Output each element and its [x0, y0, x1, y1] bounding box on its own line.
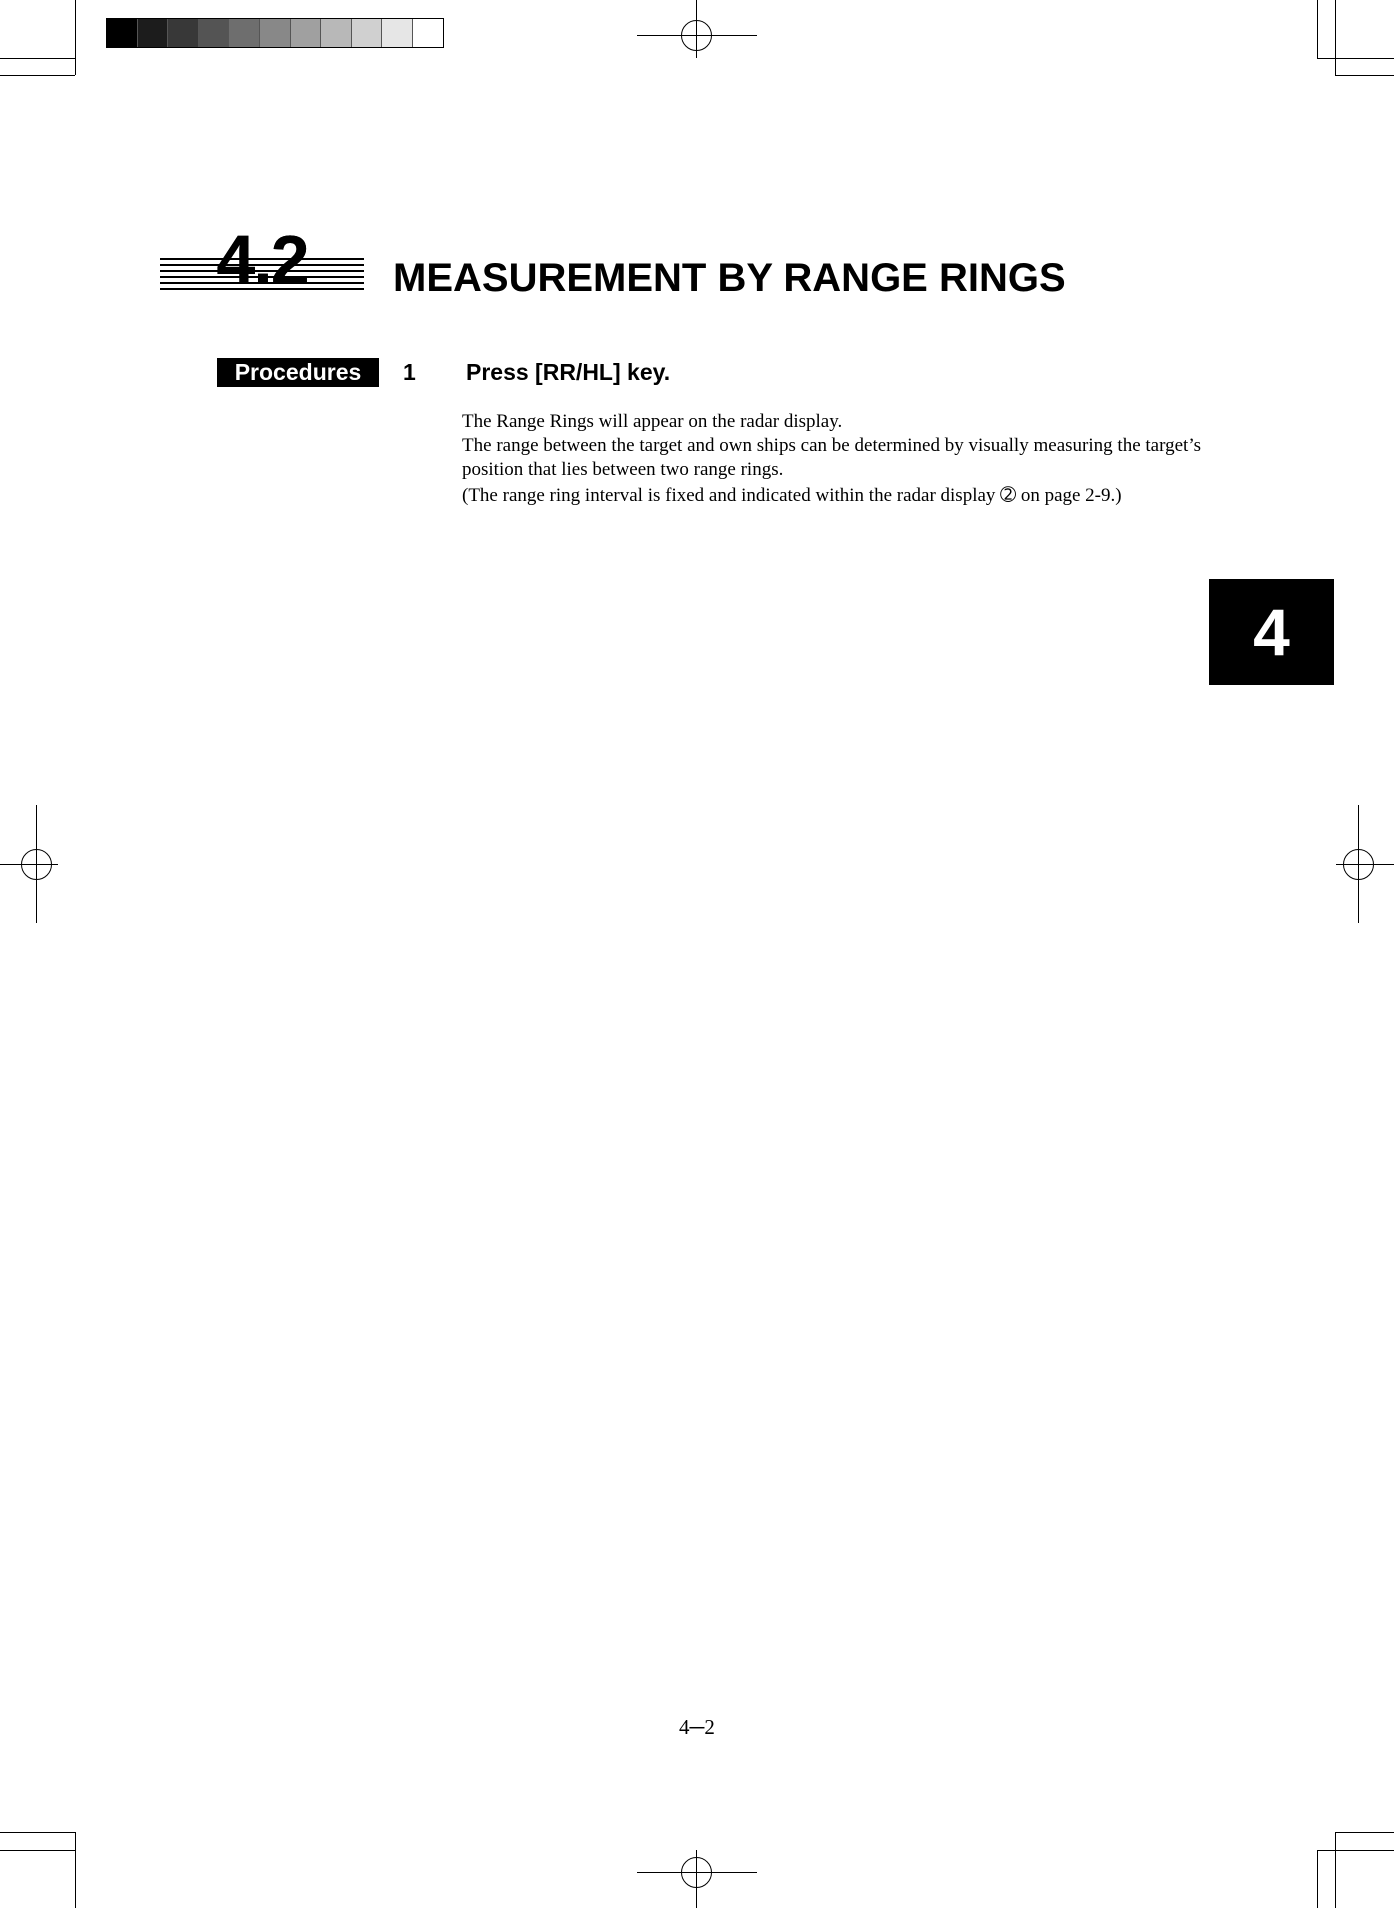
gray-swatch: [168, 19, 199, 47]
step-number: 1: [403, 359, 416, 385]
section-number-badge: [160, 221, 364, 300]
gray-swatch: [138, 19, 169, 47]
step-description: [462, 410, 1201, 508]
gray-swatch: [199, 19, 230, 47]
step-paragraph: (The range ring interval is fixed and indicated within the radar display ➁ on page 2-9.): [462, 485, 1122, 506]
grayscale-calibration-strip: [106, 18, 444, 48]
gray-swatch: [352, 19, 383, 47]
step-title: Press [RR/HL] key.: [466, 359, 671, 385]
step-paragraph: The range between the target and own ships can be determined by visually measuring the target’s position that lies between two range rings.: [462, 435, 1201, 480]
chapter-tab: 4: [1209, 579, 1334, 685]
gray-swatch: [413, 19, 443, 47]
procedures-label: Procedures: [217, 358, 379, 387]
gray-swatch: [321, 19, 352, 47]
gray-swatch: [260, 19, 291, 47]
page-number: 4─2: [679, 1715, 715, 1739]
gray-swatch: [229, 19, 260, 47]
section-title: MEASUREMENT BY RANGE RINGS: [393, 256, 1066, 300]
gray-swatch: [382, 19, 413, 47]
gray-swatch: [291, 19, 322, 47]
section-number: 4.2: [216, 221, 308, 299]
gray-swatch: [107, 19, 138, 47]
step-paragraph: The Range Rings will appear on the radar display.: [462, 411, 843, 432]
